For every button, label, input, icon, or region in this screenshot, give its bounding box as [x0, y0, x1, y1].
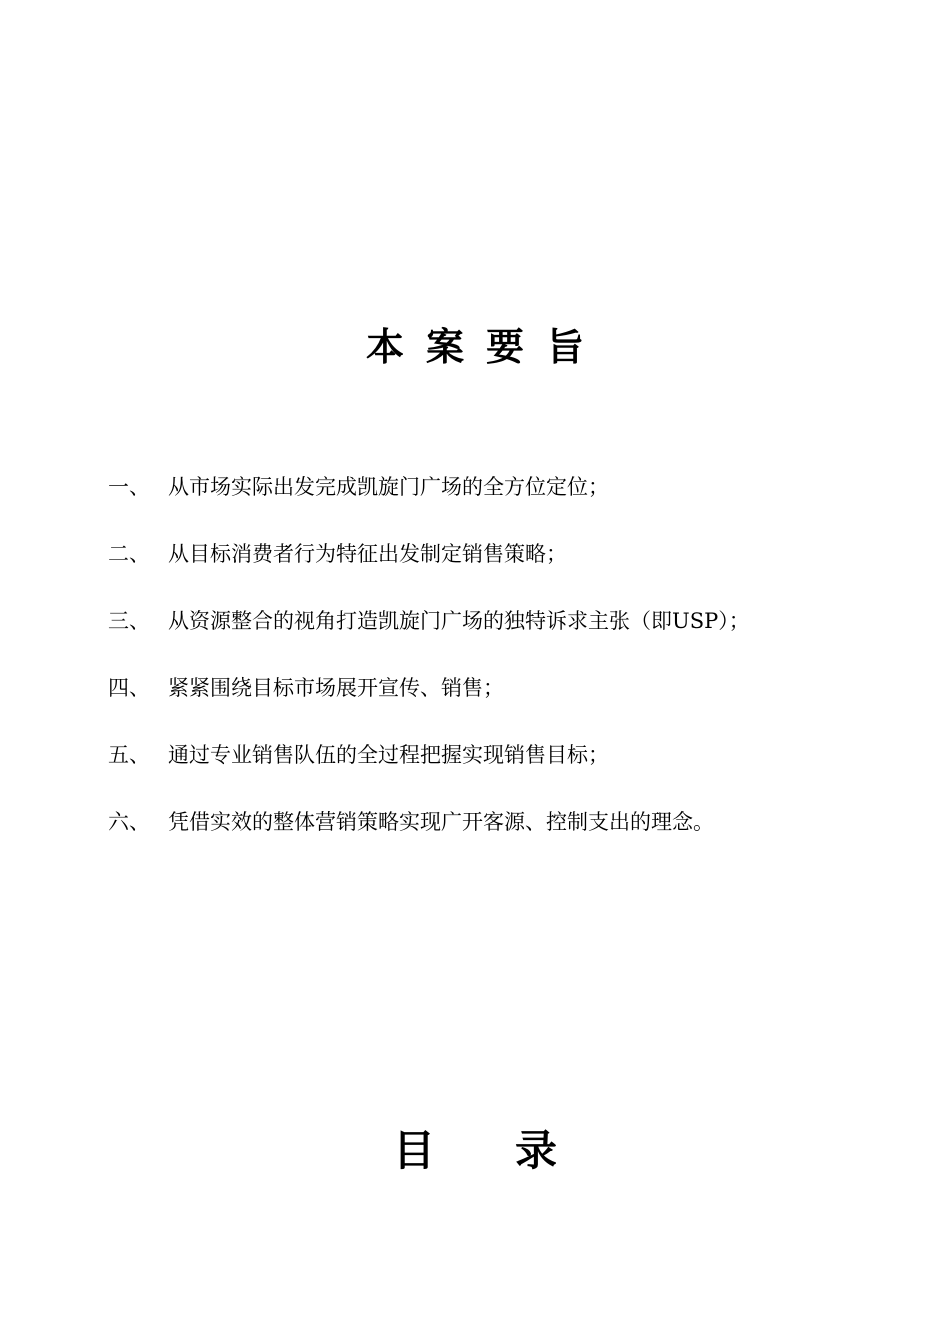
list-item-text: 从市场实际出发完成凯旋门广场的全方位定位； — [168, 475, 609, 499]
toc-heading-char-1: 目 — [392, 1126, 435, 1175]
list-item-number: 四、 — [108, 676, 150, 700]
list-item — [108, 604, 908, 671]
list-item — [108, 738, 908, 805]
list-item-number: 六、 — [108, 810, 150, 834]
list-item-text: 通过专业销售队伍的全过程把握实现销售目标； — [168, 743, 609, 767]
page-title: 本案要旨 — [365, 325, 606, 369]
list-item — [108, 805, 908, 872]
list-item-text: 紧紧围绕目标市场展开宣传、销售； — [168, 676, 504, 700]
toc-heading-char-2: 录 — [515, 1126, 558, 1175]
list-item — [108, 470, 908, 537]
list-item-text: 从资源整合的视角打造凯旋门广场的独特诉求主张（即USP）； — [168, 609, 750, 633]
list-item-text: 凭借实效的整体营销策略实现广开客源、控制支出的理念。 — [168, 810, 714, 834]
list-item-text: 从目标消费者行为特征出发制定销售策略； — [168, 542, 567, 566]
key-points-list — [108, 470, 908, 872]
list-item-number: 三、 — [108, 609, 150, 633]
toc-heading — [0, 1123, 950, 1179]
list-item — [108, 671, 908, 738]
list-item-number: 二、 — [108, 542, 150, 566]
list-item-number: 一、 — [108, 475, 150, 499]
list-item-number: 五、 — [108, 743, 150, 767]
list-item — [108, 537, 908, 604]
